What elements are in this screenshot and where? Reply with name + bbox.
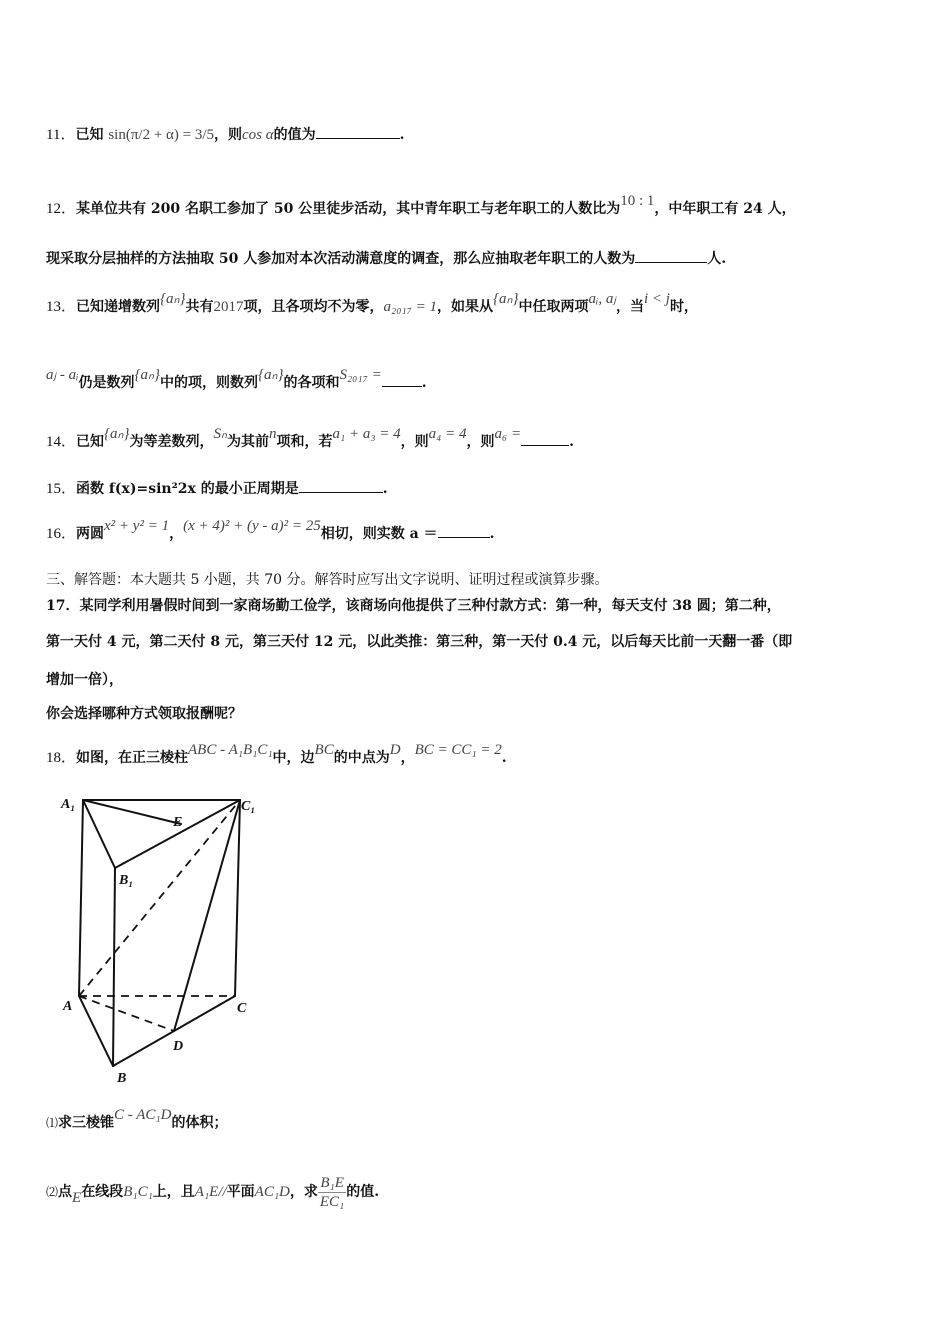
label-c1: C₁ bbox=[241, 799, 256, 814]
answer-blank bbox=[299, 478, 383, 493]
label-d: D bbox=[173, 1039, 184, 1054]
question-14: 14．已知{aₙ}为等差数列，Sₙ为其前n项和，若a₁ + a₃ = 4，则a₄ = 4，则a₆ = . bbox=[46, 426, 574, 450]
question-17: 17．某同学利用暑假时间到一家商场勤工俭学，该商场向他提供了三种付款方式：第一种，每天支付 38 圆；第二种， bbox=[46, 598, 781, 614]
label-a1: A₁ bbox=[61, 797, 76, 812]
section-3-heading: 三、解答题：本大题共 5 小题，共 70 分。解答时应写出文字说明、证明过程或演算步骤。 bbox=[46, 572, 609, 588]
question-17-line-2: 第一天付 4 元，第二天付 8 元，第三天付 12 元，以此类推：第三种，第一天付 0.4 元，以后每天比前一天翻一番（即 bbox=[46, 634, 793, 650]
edge-c1-c bbox=[235, 800, 240, 996]
label-e: E bbox=[173, 815, 183, 830]
label-c: C bbox=[237, 1001, 247, 1016]
question-12: 12．某单位共有 200 名职工参加了 50 公里徒步活动，其中青年职工与老年职工的人数比为10 : 1，中年职工有 24 人， bbox=[46, 193, 796, 217]
question-12-line-2: 现采取分层抽样的方法抽取 50 人参加对本次活动满意度的调查，那么应抽取老年职工的人数为 人. bbox=[46, 248, 726, 269]
question-17-line-3: 增加一倍）， bbox=[46, 672, 123, 688]
label-b: B bbox=[117, 1071, 127, 1086]
question-18-part-2: ⑵点E在线段B₁C₁上，且A₁E//平面AC₁D，求 $\frac{\text{B₁E}}{\text{EC₁}}$ 的值. bbox=[46, 1174, 380, 1210]
hidden-segment-a-c1 bbox=[79, 800, 240, 996]
label-a: A bbox=[63, 999, 73, 1014]
question-13-line-2: aⱼ - aᵢ仍是数列{aₙ}中的项，则数列{aₙ}的各项和S₂₀₁₇ = . bbox=[46, 367, 427, 391]
answer-blank bbox=[382, 372, 422, 387]
question-18-part-1: ⑴求三棱锥C - AC₁D的体积； bbox=[46, 1107, 228, 1131]
edge-a1-b1 bbox=[83, 800, 115, 868]
question-16: 16．两圆x² + y² = 1，(x + 4)² + (y - a)² = 25相切，则实数 a ＝ . bbox=[46, 518, 495, 542]
answer-blank bbox=[438, 523, 490, 538]
question-18: 18．如图，在正三棱柱ABC - A₁B₁C₁中，边BC的中点为D，BC = CC₁ = 2. bbox=[46, 742, 507, 766]
prism-figure bbox=[55, 788, 275, 1088]
edge-b1-c1 bbox=[115, 800, 240, 868]
edge-b1-b bbox=[113, 868, 115, 1066]
question-17-line-4: 你会选择哪种方式领取报酬呢？ bbox=[46, 706, 242, 722]
q11-sine-expression: sin(π/2 + α) = 3/5 bbox=[108, 127, 215, 143]
answer-blank bbox=[635, 248, 707, 263]
question-13: 13．已知递增数列{aₙ}共有2017项，且各项均不为零，a₂₀₁₇ = 1，如果从{aₙ}中任取两项aᵢ, aⱼ，当i < j时， bbox=[46, 291, 698, 315]
answer-blank bbox=[316, 124, 400, 139]
answer-blank bbox=[521, 431, 569, 446]
question-11: 11．已知 sin(π/2 + α) = 3/5，则cos α的值为 . bbox=[46, 124, 405, 145]
segment-a1-e bbox=[83, 800, 181, 824]
ratio-fraction: $\frac{\text{B₁E}}{\text{EC₁}}$ bbox=[319, 1174, 345, 1210]
edge-a1-a bbox=[79, 800, 83, 996]
question-15: 15．函数 f(x)=sin²2x 的最小正周期是 . bbox=[46, 478, 388, 499]
label-b1: B₁ bbox=[119, 873, 134, 888]
